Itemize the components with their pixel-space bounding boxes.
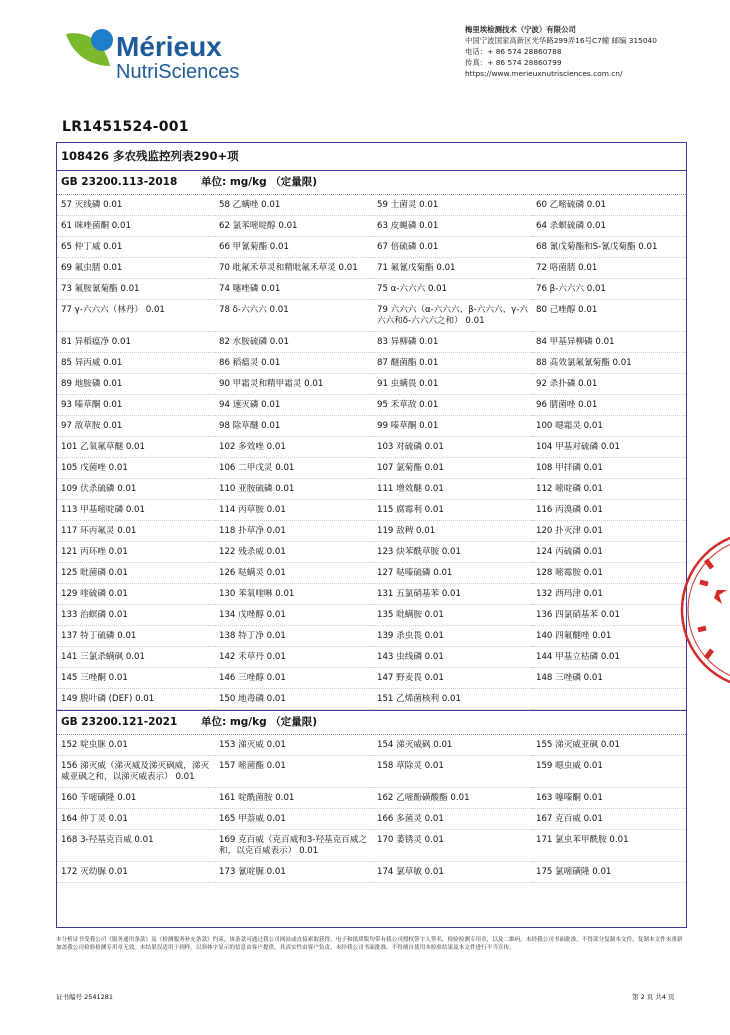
analyte-cell: 122 残杀威 0.01: [215, 542, 373, 563]
analyte-cell: 170 萎锈灵 0.01: [373, 830, 532, 862]
analyte-cell: 78 δ-六六六 0.01: [215, 300, 373, 332]
analyte-cell: 149 脱叶磷 (DEF) 0.01: [57, 689, 215, 710]
analyte-cell: 137 特丁硫磷 0.01: [57, 626, 215, 647]
company-address: 中国宁波国家高新区光华路299弄16号C7幢 邮编 315040: [465, 36, 657, 45]
analyte-grid: [57, 735, 686, 883]
analyte-cell: 158 草除灵 0.01: [373, 756, 532, 788]
analyte-cell: 145 三唑酮 0.01: [57, 668, 215, 689]
analyte-cell: 82 水胺硫磷 0.01: [215, 332, 373, 353]
analyte-cell: 167 克百威 0.01: [532, 809, 686, 830]
analyte-cell: 111 增效醚 0.01: [373, 479, 532, 500]
analyte-cell: 65 仲丁威 0.01: [57, 237, 215, 258]
analyte-cell: 116 丙溴磷 0.01: [532, 500, 686, 521]
analyte-cell: 58 乙螨唑 0.01: [215, 195, 373, 216]
analyte-cell: 107 氯菊酯 0.01: [373, 458, 532, 479]
analyte-cell: 131 五氯硝基苯 0.01: [373, 584, 532, 605]
analyte-cell: 135 吡螨胺 0.01: [373, 605, 532, 626]
analyte-cell: 152 啶虫脒 0.01: [57, 735, 215, 756]
analyte-grid: [57, 195, 686, 710]
analyte-cell: 146 三唑醇 0.01: [215, 668, 373, 689]
analyte-cell: 173 氰啶脲 0.01: [215, 862, 373, 883]
analyte-cell: 114 丙草胺 0.01: [215, 500, 373, 521]
section-standard: GB 23200.121-2021: [61, 716, 178, 728]
analyte-cell: 155 涕灭威亚砜 0.01: [532, 735, 686, 756]
analyte-cell: 147 野麦畏 0.01: [373, 668, 532, 689]
report-id: LR1451524-001: [62, 119, 189, 135]
analyte-cell: 143 虫线磷 0.01: [373, 647, 532, 668]
analyte-cell: 62 氯苯嘧啶醇 0.01: [215, 216, 373, 237]
brand-line-2: NutriSciences: [116, 61, 240, 83]
analyte-cell: 129 喹硫磷 0.01: [57, 584, 215, 605]
analyte-cell: 92 杀扑磷 0.01: [532, 374, 686, 395]
analyte-cell: 134 戊唑醇 0.01: [215, 605, 373, 626]
analyte-cell: 103 对硫磷 0.01: [373, 437, 532, 458]
analyte-cell: 90 甲霜灵和精甲霜灵 0.01: [215, 374, 373, 395]
analyte-cell: 101 乙氧氟草醚 0.01: [57, 437, 215, 458]
company-website[interactable]: https://www.merieuxnutrisciences.com.cn/: [465, 69, 623, 78]
analyte-cell: 163 噻嗪酮 0.01: [532, 788, 686, 809]
seal-stamp-icon: [678, 520, 730, 700]
analyte-cell: 156 涕灭威（涕灭威及涕灭砜威，涕灭威亚砜之和，以涕灭威表示） 0.01: [57, 756, 215, 788]
analyte-cell: 136 四氯硝基苯 0.01: [532, 605, 686, 626]
analyte-cell: 128 嘧霉胺 0.01: [532, 563, 686, 584]
analyte-cell: 100 噁霜灵 0.01: [532, 416, 686, 437]
analyte-cell: 153 涕灭威 0.01: [215, 735, 373, 756]
analyte-cell: 169 克百威（克百威和3-羟基克百威之和，以克百威表示） 0.01: [215, 830, 373, 862]
analyte-cell: 57 灭线磷 0.01: [57, 195, 215, 216]
table-sections: [57, 171, 686, 883]
analyte-cell: 133 治螟磷 0.01: [57, 605, 215, 626]
analyte-cell: 140 四氟醚唑 0.01: [532, 626, 686, 647]
analyte-cell: 76 β-六六六 0.01: [532, 279, 686, 300]
analyte-cell: 96 腈菌唑 0.01: [532, 395, 686, 416]
analyte-cell: 71 氟氰戊菊酯 0.01: [373, 258, 532, 279]
analyte-cell: 142 禾草丹 0.01: [215, 647, 373, 668]
company-phone: 电话：+ 86 574 28860788: [465, 47, 562, 56]
analyte-cell: 174 氯草敏 0.01: [373, 862, 532, 883]
analyte-cell: 159 噁虫威 0.01: [532, 756, 686, 788]
analyte-cell: 139 杀虫畏 0.01: [373, 626, 532, 647]
analyte-cell: 160 苄嘧磺隆 0.01: [57, 788, 215, 809]
analyte-cell: 81 异稻瘟净 0.01: [57, 332, 215, 353]
analyte-cell: 79 六六六（α-六六六、β-六六六、γ-六六六和δ-六六六之和） 0.01: [373, 300, 532, 332]
analyte-cell: 59 土菌灵 0.01: [373, 195, 532, 216]
analyte-cell: 106 二甲戊灵 0.01: [215, 458, 373, 479]
analyte-cell: 69 氟虫腈 0.01: [57, 258, 215, 279]
analyte-cell: 95 禾草敌 0.01: [373, 395, 532, 416]
analyte-cell: 68 氰戊菊酯和S-氰戊菊酯 0.01: [532, 237, 686, 258]
analyte-cell: 87 醚菌酯 0.01: [373, 353, 532, 374]
analyte-cell: 118 扑草净 0.01: [215, 521, 373, 542]
results-table: [56, 142, 687, 928]
analyte-cell: 86 稻瘟灵 0.01: [215, 353, 373, 374]
analyte-cell: 83 异柳磷 0.01: [373, 332, 532, 353]
analyte-cell: 161 啶酰菌胺 0.01: [215, 788, 373, 809]
analyte-cell: 66 甲氰菊酯 0.01: [215, 237, 373, 258]
analyte-cell: 63 皮蝇磷 0.01: [373, 216, 532, 237]
analyte-cell: 123 炔苯酰草胺 0.01: [373, 542, 532, 563]
analyte-cell: 154 涕灭威砜 0.01: [373, 735, 532, 756]
analyte-cell: 85 异丙威 0.01: [57, 353, 215, 374]
analyte-cell: 144 甲基立枯磷 0.01: [532, 647, 686, 668]
table-title: 108426 多农残监控列表290+项: [57, 143, 686, 171]
merieux-logo: [64, 26, 254, 88]
analyte-cell: 130 苯氧喹啉 0.01: [215, 584, 373, 605]
analyte-cell: 60 乙嘧硫磷 0.01: [532, 195, 686, 216]
analyte-cell: 89 地胺磷 0.01: [57, 374, 215, 395]
analyte-cell: 132 西玛津 0.01: [532, 584, 686, 605]
analyte-cell: 115 腐霉利 0.01: [373, 500, 532, 521]
analyte-cell: 80 己唑醇 0.01: [532, 300, 686, 332]
page-number: 第 2 页 共4 页: [632, 993, 675, 1001]
analyte-cell: 97 敌草胺 0.01: [57, 416, 215, 437]
analyte-cell: 104 甲基对硫磷 0.01: [532, 437, 686, 458]
analyte-cell: 84 甲基异柳磷 0.01: [532, 332, 686, 353]
analyte-cell: 110 亚胺硫磷 0.01: [215, 479, 373, 500]
disclaimer: 本分析证书受我公司《服务通用条款》及《检测服务补充条款》约束，该条款可通过我公司网站或直接索取获得。电子和纸质版均带有我公司授权签字人签名，检验检测专用章，以及二维码。未经我公司书面批准，不得部分复制本文件。复制本文件未重新加盖我公司检验检测专用章无效。本结果仅适用于到样。以斜体字显示的信息由客户提供，其真实性由客户负责。未经我公司书面批准，不得擅自使用本检验结果及本文件进行不当宣传。: [56, 937, 683, 951]
analyte-cell: 75 α-六六六 0.01: [373, 279, 532, 300]
analyte-cell: 113 甲基嘧啶磷 0.01: [57, 500, 215, 521]
analyte-cell: 124 丙硫磷 0.01: [532, 542, 686, 563]
analyte-cell: 119 敌稗 0.01: [373, 521, 532, 542]
analyte-cell: 164 仲丁灵 0.01: [57, 809, 215, 830]
analyte-cell: 72 咯菌腈 0.01: [532, 258, 686, 279]
analyte-cell: 88 高效氯氟氰菊酯 0.01: [532, 353, 686, 374]
analyte-cell: 94 速灭磷 0.01: [215, 395, 373, 416]
analyte-cell: 98 除草醚 0.01: [215, 416, 373, 437]
analyte-cell: 70 吡氟禾草灵和精吡氟禾草灵 0.01: [215, 258, 373, 279]
company-fax: 传真：+ 86 574 28860799: [465, 58, 562, 67]
certificate-number: 证书编号 2541281: [56, 993, 114, 1001]
brand-line-1: Mérieux: [116, 31, 222, 62]
analyte-cell: 127 哒嗪硫磷 0.01: [373, 563, 532, 584]
analyte-cell: 117 环丙氟灵 0.01: [57, 521, 215, 542]
section-unit: 单位: mg/kg （定量限): [201, 176, 318, 188]
analyte-cell: 102 多效唑 0.01: [215, 437, 373, 458]
logo-dot-icon: [91, 29, 113, 51]
analyte-cell: 151 乙烯菌核利 0.01: [373, 689, 532, 710]
analyte-cell: 105 戊菌唑 0.01: [57, 458, 215, 479]
company-name: 梅里埃检测技术（宁波）有限公司: [465, 25, 576, 34]
analyte-cell: 77 γ-六六六（林丹） 0.01: [57, 300, 215, 332]
section-header: [57, 710, 686, 734]
analyte-cell: 171 氯虫苯甲酰胺 0.01: [532, 830, 686, 862]
company-info: [465, 24, 657, 79]
analyte-cell: 141 三氯杀螨砜 0.01: [57, 647, 215, 668]
analyte-cell: 150 地毒磷 0.01: [215, 689, 373, 710]
analyte-cell: 73 氟胺氰菊酯 0.01: [57, 279, 215, 300]
analyte-cell: 67 倍硫磷 0.01: [373, 237, 532, 258]
analyte-cell: 126 哒螨灵 0.01: [215, 563, 373, 584]
analyte-cell: 148 三唑磷 0.01: [532, 668, 686, 689]
analyte-cell: 175 氯嘧磺隆 0.01: [532, 862, 686, 883]
analyte-cell: 74 噻唑磷 0.01: [215, 279, 373, 300]
analyte-cell: 162 乙嘧酚磺酸酯 0.01: [373, 788, 532, 809]
analyte-cell: 99 嗪草酮 0.01: [373, 416, 532, 437]
analyte-cell: 61 咪唑菌酮 0.01: [57, 216, 215, 237]
analyte-cell: 93 嗪草酮 0.01: [57, 395, 215, 416]
analyte-cell: 120 扑灭津 0.01: [532, 521, 686, 542]
analyte-cell: 64 杀螟硫磷 0.01: [532, 216, 686, 237]
analyte-cell: [532, 689, 686, 710]
section-standard: GB 23200.113-2018: [61, 176, 178, 188]
analyte-cell: 157 嘧菌酯 0.01: [215, 756, 373, 788]
analyte-cell: 166 多菌灵 0.01: [373, 809, 532, 830]
analyte-cell: 121 丙环唑 0.01: [57, 542, 215, 563]
section-unit: 单位: mg/kg （定量限): [201, 716, 318, 728]
analyte-cell: 109 伏杀硫磷 0.01: [57, 479, 215, 500]
analyte-cell: 125 吡菌磷 0.01: [57, 563, 215, 584]
analyte-cell: 91 虫螨畏 0.01: [373, 374, 532, 395]
analyte-cell: 112 嘧啶磷 0.01: [532, 479, 686, 500]
analyte-cell: 165 甲萘威 0.01: [215, 809, 373, 830]
analyte-cell: 172 灭幼脲 0.01: [57, 862, 215, 883]
analyte-cell: 138 特丁净 0.01: [215, 626, 373, 647]
analyte-cell: 108 甲拌磷 0.01: [532, 458, 686, 479]
section-header: [57, 171, 686, 194]
analyte-cell: 168 3-羟基克百威 0.01: [57, 830, 215, 862]
